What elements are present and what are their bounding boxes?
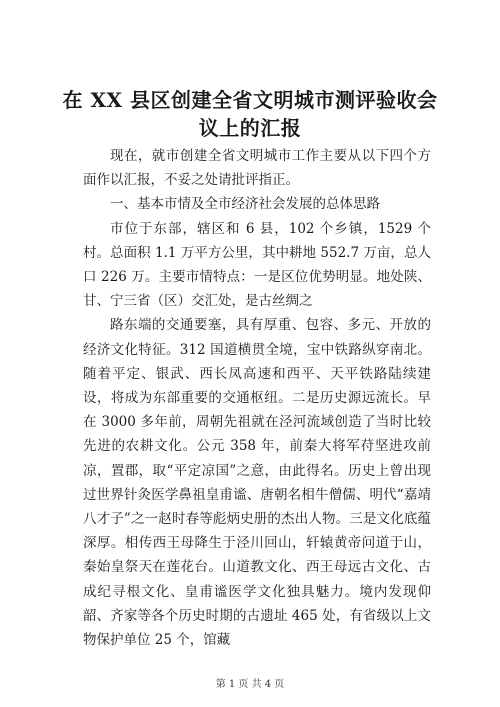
document-title: 在 XX 县区创建全省文明城市测评验收会议上的汇报 [62,88,438,140]
paragraph-city-overview: 市位于东部，辖区和 6 县，102 个乡镇，1529 个村。总面积 1.1 万平方公里，其中耕地 552.7 万亩，总人口 226 万。主要市情特点：一是区位优势明显。地处陕、甘、宁三省（区）交汇处，是古丝绸之 [83,220,431,310]
page-number-footer: 第 1 页 共 4 页 [215,679,285,690]
paragraph-city-details: 路东端的交通要塞，具有厚重、包容、多元、开放的经济文化特征。312 国道横贯全境，宝中铁路纵穿南北。随着平定、银武、西长凤高速和西平、天平铁路陆续建设，将成为东部重要的交通枢纽。二是历史源远流长。早在 3000 多年前，周朝先祖就在泾河流域创造了当时比较先进的农耕文化。公元 358 年，前秦大将军苻坚进攻前凉，置郡，取“平定凉国”之意，由此得名。历史上曾出现过世界针灸医学鼻祖皇甫谧、唐朝名相牛僧儒、明代“嘉靖八才子”之一赵时春等彪炳史册的杰出人物。三是文化底蕴深厚。相传西王母降生于泾川回山，轩辕黄帝问道于山，秦始皇祭天在莲花台。山道教文化、西王母远古文化、古成纪寻根文化、皇甫谧医学文化独具魅力。境内发现仰韶、齐家等各个历史时期的古遗址 465 处，有省级以上文物保护单位 25 个，馆藏 [83,317,431,649]
paragraph-intro: 现在，就市创建全省文明城市工作主要从以下四个方面作以汇报，不妥之处请批评指正。 [83,148,431,189]
section-heading: 一、基本市情及全市经济社会发展的总体思路 [110,196,380,213]
document-body [83,144,431,652]
